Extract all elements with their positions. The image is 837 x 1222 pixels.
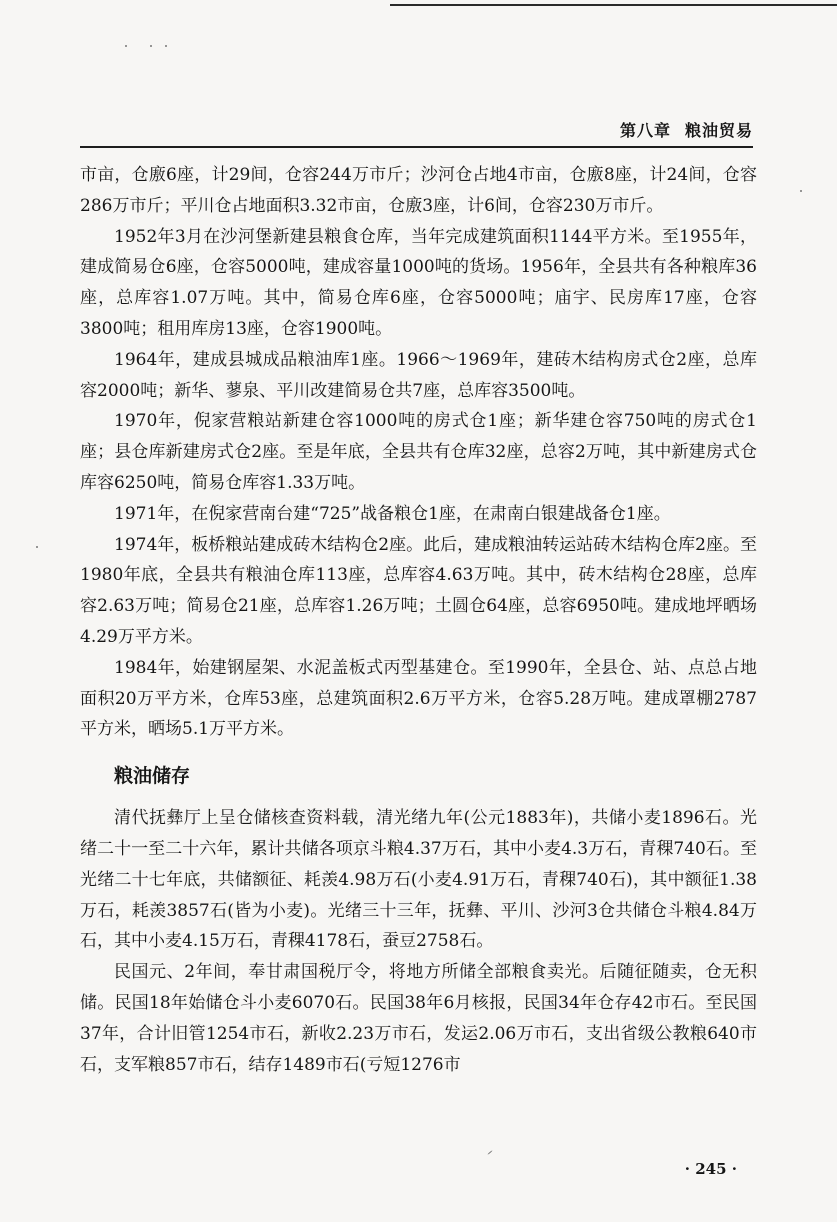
body-paragraph: 市亩，仓廒6座，计29间，仓容244万市斤；沙河仓占地4市亩，仓廒8座，计24间，仓容286万市斤；平川仓占地面积3.32市亩，仓廒3座，计6间，仓容230万市斤。	[80, 165, 757, 216]
scan-speck	[165, 45, 167, 47]
page-number: · 245 ·	[684, 1160, 737, 1178]
running-header	[620, 118, 753, 141]
chapter-number: 第八章	[619, 121, 671, 140]
scan-speck	[487, 1150, 492, 1155]
section-heading: 粮油储存	[114, 765, 191, 788]
body-paragraph: 1971年，在倪家营南台建“725”战备粮仓1座，在肃南白银建战备仓1座。	[114, 503, 671, 524]
header-rule	[80, 146, 753, 148]
body-paragraph: 1964年，建成县城成品粮油库1座。1966～1969年，建砖木结构房式仓2座，总库容2000吨；新华、蓼泉、平川改建简易仓共7座，总库容3500吨。	[80, 349, 757, 401]
chapter-title: 粮油贸易	[684, 121, 753, 140]
scan-speck	[36, 546, 38, 548]
paragraphs-before-section	[80, 160, 757, 745]
page-body	[80, 160, 757, 1080]
body-paragraph: 1970年，倪家营粮站新建仓容1000吨的房式仓1座；新华建仓容750吨的房式仓1座；县仓库新建房式仓2座。至是年底，全县共有仓库32座，总容2万吨，其中新建房式仓库容6250吨，简易仓库容1.33万吨。	[80, 411, 757, 493]
top-edge-rule	[390, 4, 837, 6]
scan-speck	[800, 190, 802, 192]
body-paragraph: 民国元、2年间，奉甘肃国税厅令，将地方所储全部粮食卖光。后随征随卖，仓无积储。民国18年始储仓斗小麦6070石。民国38年6月核报，民国34年仓存42市石。至民国37年，合计旧管1254市石，新收2.23万市石，发运2.06万市石，支出省级公教粮640市石，支军粮857市石，结存1489市石(亏短1276市	[80, 962, 757, 1075]
body-paragraph: 清代抚彝厅上呈仓储核查资料载，清光绪九年(公元1883年)，共储小麦1896石。光绪二十一至二十六年，累计共储各项京斗粮4.37万石，其中小麦4.3万石，青稞740石。至光绪二十七年底，共储额征、耗羡4.98万石(小麦4.91万石，青稞740石)，其中额征1.38万石，耗羡3857石(皆为小麦)。光绪三十三年，抚彝、平川、沙河3仓共储仓斗粮4.84万石，其中小麦4.15万石，青稞4178石，蚕豆2758石。	[80, 808, 757, 952]
paragraphs-after-section	[80, 803, 757, 1080]
body-paragraph: 1984年，始建钢屋架、水泥盖板式丙型基建仓。至1990年，全县仓、站、点总占地面积20万平方米，仓库53座，总建筑面积2.6万平方米，仓容5.28万吨。建成罩棚2787平方米，晒场5.1万平方米。	[80, 657, 757, 740]
body-paragraph: 1974年，板桥粮站建成砖木结构仓2座。此后，建成粮油转运站砖木结构仓库2座。至1980年底，全县共有粮油仓库113座，总库容4.63万吨。其中，砖木结构仓28座，总库容2.63万吨；简易仓21座，总库容1.26万吨；土圆仓64座，总容6950吨。建成地坪晒场4.29万平方米。	[80, 534, 757, 647]
scan-speck	[150, 45, 152, 47]
body-paragraph: 1952年3月在沙河堡新建县粮食仓库，当年完成建筑面积1144平方米。至1955年，建成简易仓6座，仓容5000吨，建成容量1000吨的货场。1956年，全县共有各种粮库36座，总库容1.07万吨。其中，简易仓库6座，仓容5000吨；庙宇、民房库17座，仓容3800吨；租用库房13座，仓容1900吨。	[80, 226, 757, 339]
scan-speck	[125, 45, 127, 47]
